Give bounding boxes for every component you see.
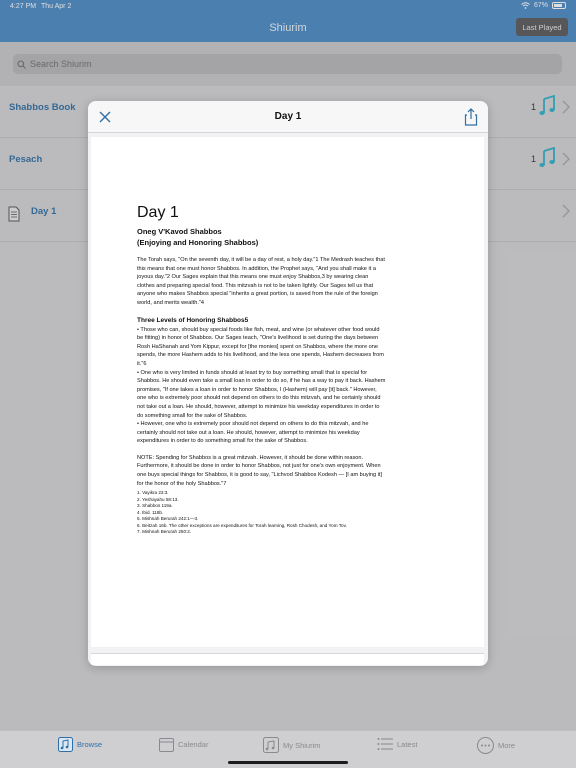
footnote: 6. Beitzah 16b. The other exceptions are expenditures for Torah learning, Rosh Chodesh, and Yom Tov. (137, 522, 347, 528)
list-item-count: 1 (530, 102, 536, 112)
status-date: Thu Apr 2 (41, 3, 72, 10)
tab-label: My Shiurim (283, 740, 321, 750)
tab-label: More (498, 741, 516, 750)
footnote: 1. Vayikra 23:3. (137, 490, 169, 496)
document-bullet: • Those who can, should buy special foods like fish, meat, and wine (or whatever other food would be fitting) in honor of Shabbos. Our Sages teach, "One's livelihood is set during the days between Rosh HaShanah and Yom Kippur, except for [the monies] spent on Shabbos, where the more one spends, the more Hashem adds to his livelihood, and the less one spends, Hashem decreases from it."6 (137, 326, 384, 367)
calendar-icon (159, 737, 174, 752)
document-content (137, 204, 387, 536)
tab-label: Browse (77, 740, 103, 749)
footnote: 5. Mishnah Berurah 242:1—3. (137, 516, 199, 522)
my-shiurim-icon (263, 737, 279, 753)
tab-my-shiurim[interactable] (263, 737, 321, 753)
home-indicator[interactable] (228, 761, 348, 764)
next-page-edge (91, 653, 484, 665)
more-icon (477, 737, 494, 754)
modal-title: Day 1 (274, 111, 302, 122)
tab-more[interactable] (477, 737, 515, 754)
tab-calendar[interactable] (159, 737, 208, 752)
list-icon (377, 737, 393, 751)
tab-browse[interactable] (58, 737, 102, 752)
footnote: 4. Ibid. 118b. (137, 509, 164, 515)
tab-label: Calendar (178, 740, 209, 749)
document-page[interactable] (91, 137, 484, 647)
modal-header (88, 101, 488, 133)
document-heading: Three Levels of Honoring Shabbos5 (137, 316, 249, 324)
list-item-count: 1 (530, 154, 536, 164)
document-title: Day 1 (137, 204, 179, 221)
page-title: Shiurim (269, 22, 307, 34)
browse-icon (58, 737, 73, 752)
document-footnotes (137, 490, 387, 536)
search-placeholder: Search Shiurim (30, 59, 92, 69)
share-icon[interactable] (464, 108, 478, 126)
document-bullet: • However, one who is extremely poor should not depend on others to do this mitzvah, and he certainly should not take out a loan. He should, however, attempt to minimize his weekday expenditures in order to do something small for the sake of Shabbos. (137, 421, 369, 445)
list-item-label: Shabbos Book (9, 102, 76, 113)
tab-label: Latest (397, 739, 418, 749)
list-item-label: Day 1 (31, 206, 57, 217)
footnote: 3. Shabbos 119a. (137, 503, 173, 509)
tab-latest[interactable] (377, 737, 417, 751)
battery-percent: 67% (533, 2, 548, 9)
document-note: NOTE: Spending for Shabbos is a great mitzvah. However, it should be done within reason. Furthermore, it should be done in order to honor Shabbos, not just for one's own enjoyment. When one buys special things for Shabbos, it is good to say, "Lichvod Shabbos Kodesh — [I am buying it] for the honor of the holy Shabbos."7 (137, 454, 383, 487)
document-subtitle-2: (Enjoying and Honoring Shabbos) (137, 238, 259, 247)
status-time: 4:27 PM (10, 3, 37, 10)
footnote: 2. Yeshayahu 58:13. (137, 496, 179, 502)
document-subtitle: Oneg V'Kavod Shabbos (137, 227, 222, 236)
document-viewer-modal (88, 101, 488, 666)
document-paragraph: The Torah says, "On the seventh day, it will be a day of rest, a holy day."1 The Medrash teaches that this means that one must honor Shabbos. In addition, the Prophet says, "And you shall make it a joyous day."2 Our Sages explain that this means one must enjoy Shabbos,3 by wearing clean clothes and preparing special food. This mitzvah is not to be taken lightly. Our Sages tell us that anyone who makes Shabbos special "inherits a great portion, is saved from the rule of the foreign world, and merits wealth."4 (137, 257, 385, 306)
document-bullet: • One who is very limited in funds should at least try to buy something small that is special for Shabbos. He should even take a small loan in order to do so, if he has a way to pay it back. Hashem promises, "If one takes a loan in order to honor Shabbos, I (Hashem) will pay [it] back." However, one who is extremely poor should not depend on others to do this mitzvah, and he certainly should not take out a loan. He should, however, attempt to minimize his weekday expenditures in order to do something small for the sake of Shabbos. (137, 369, 386, 419)
footnote: 7. Mishnah Berurah 250:2. (137, 529, 192, 535)
list-item-label: Pesach (9, 154, 43, 165)
last-played-button[interactable]: Last Played (516, 18, 568, 36)
